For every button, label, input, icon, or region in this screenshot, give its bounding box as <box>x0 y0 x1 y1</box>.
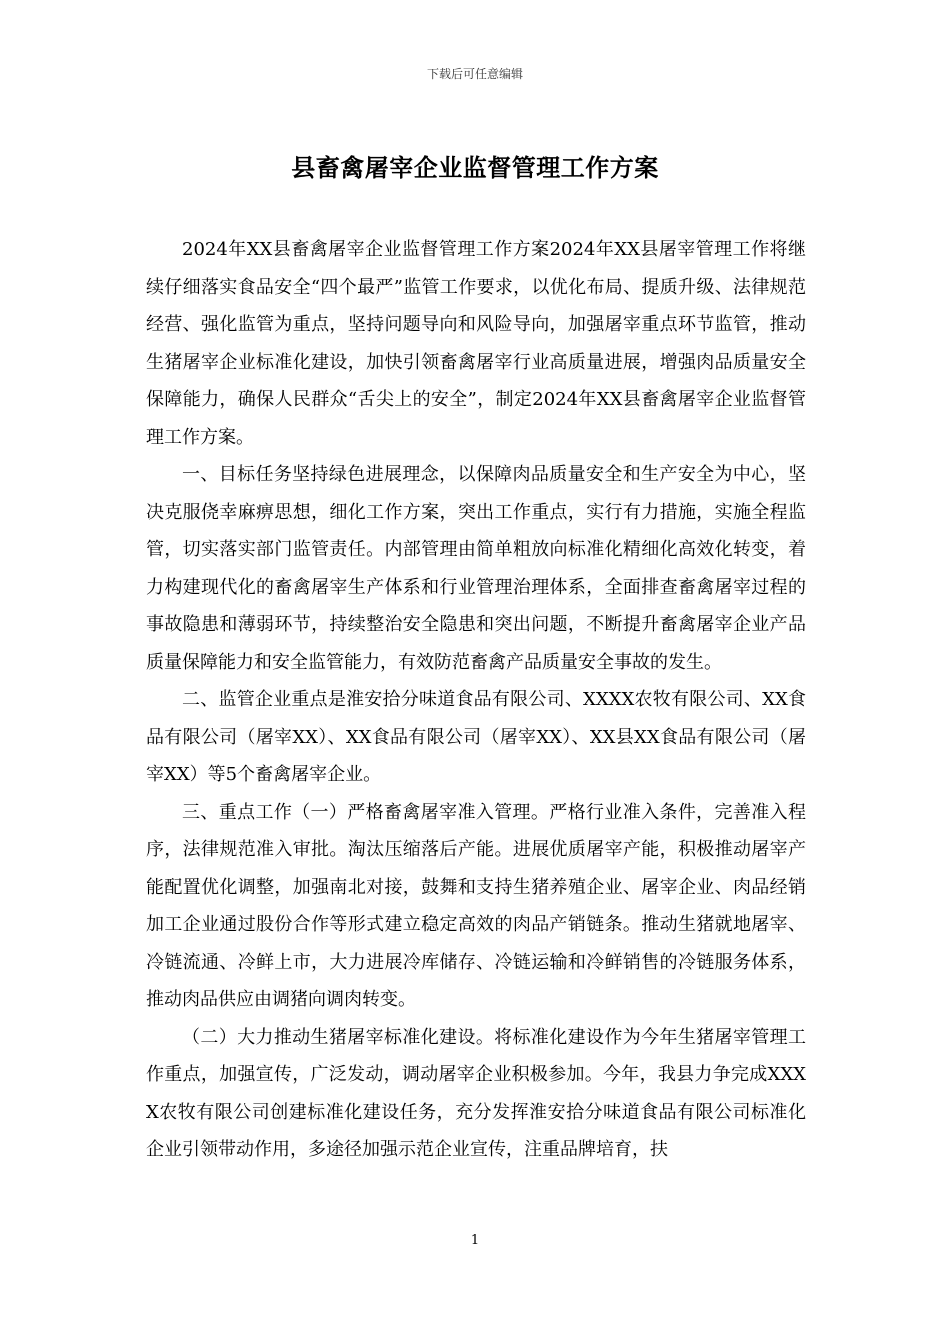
header-note: 下载后可任意编辑 <box>426 67 523 81</box>
paragraph-key-work: 三、重点工作（一）严格畜禽屠宰准入管理。严格行业准入条件，完善准入程序，法律规范准入审批。淘汰压缩落后产能。进展优质屠宰产能，积极推动屠宰产能配置优化调整，加强南北对接，鼓舞和支持生猪养殖企业、屠宰企业、肉品经销加工企业通过股份合作等形式建立稳定高效的肉品产销链条。推动生猪就地屠宰、冷链流通、冷鲜上市，大力进展冷库储存、冷链运输和冷鲜销售的冷链服务体系，推动肉品供应由调猪向调肉转变。 <box>146 801 806 1010</box>
paragraph-intro: 2024年XX县畜禽屠宰企业监督管理工作方案2024年XX县屠宰管理工作将继续仔细落实食品安全“四个最严”监管工作要求，以优化布局、提质升级、法律规范经营、强化监管为重点，坚持问题导向和风险导向，加强屠宰重点环节监管，推动生猪屠宰企业标准化建设，加快引领畜禽屠宰行业高质量进展，增强肉品质量安全保障能力，确保人民群众“舌尖上的安全”，制定2024年XX县畜禽屠宰企业监督管理工作方案。 <box>146 239 806 448</box>
paragraph-supervised-enterprises: 二、监管企业重点是淮安拾分味道食品有限公司、XXXX农牧有限公司、XX食品有限公司（屠宰XX）、XX食品有限公司（屠宰XX）、XX县XX食品有限公司（屠宰XX）等5个畜禽屠宰企业。 <box>146 689 806 785</box>
paragraph-goals: 一、目标任务坚持绿色进展理念，以保障肉品质量安全和生产安全为中心，坚决克服侥幸麻痹思想，细化工作方案，突出工作重点，实行有力措施，实施全程监管，切实落实部门监管责任。内部管理由简单粗放向标准化精细化高效化转变，着力构建现代化的畜禽屠宰生产体系和行业管理治理体系，全面排查畜禽屠宰过程的事故隐患和薄弱环节，持续整治安全隐患和突出问题，不断提升畜禽屠宰企业产品质量保障能力和安全监管能力，有效防范畜禽产品质量安全事故的发生。 <box>146 464 806 673</box>
document-title: 县畜禽屠宰企业监督管理工作方案 <box>291 154 659 182</box>
document-body <box>146 231 806 1169</box>
page-number: 1 <box>470 1233 480 1248</box>
paragraph-standardization: （二）大力推动生猪屠宰标准化建设。将标准化建设作为今年生猪屠宰管理工作重点，加强宣传，广泛发动，调动屠宰企业积极参加。今年，我县力争完成XXXX农牧有限公司创建标准化建设任务，充分发挥淮安拾分味道食品有限公司标准化企业引领带动作用，多途径加强示范企业宣传，注重品牌培育，扶 <box>146 1026 806 1160</box>
